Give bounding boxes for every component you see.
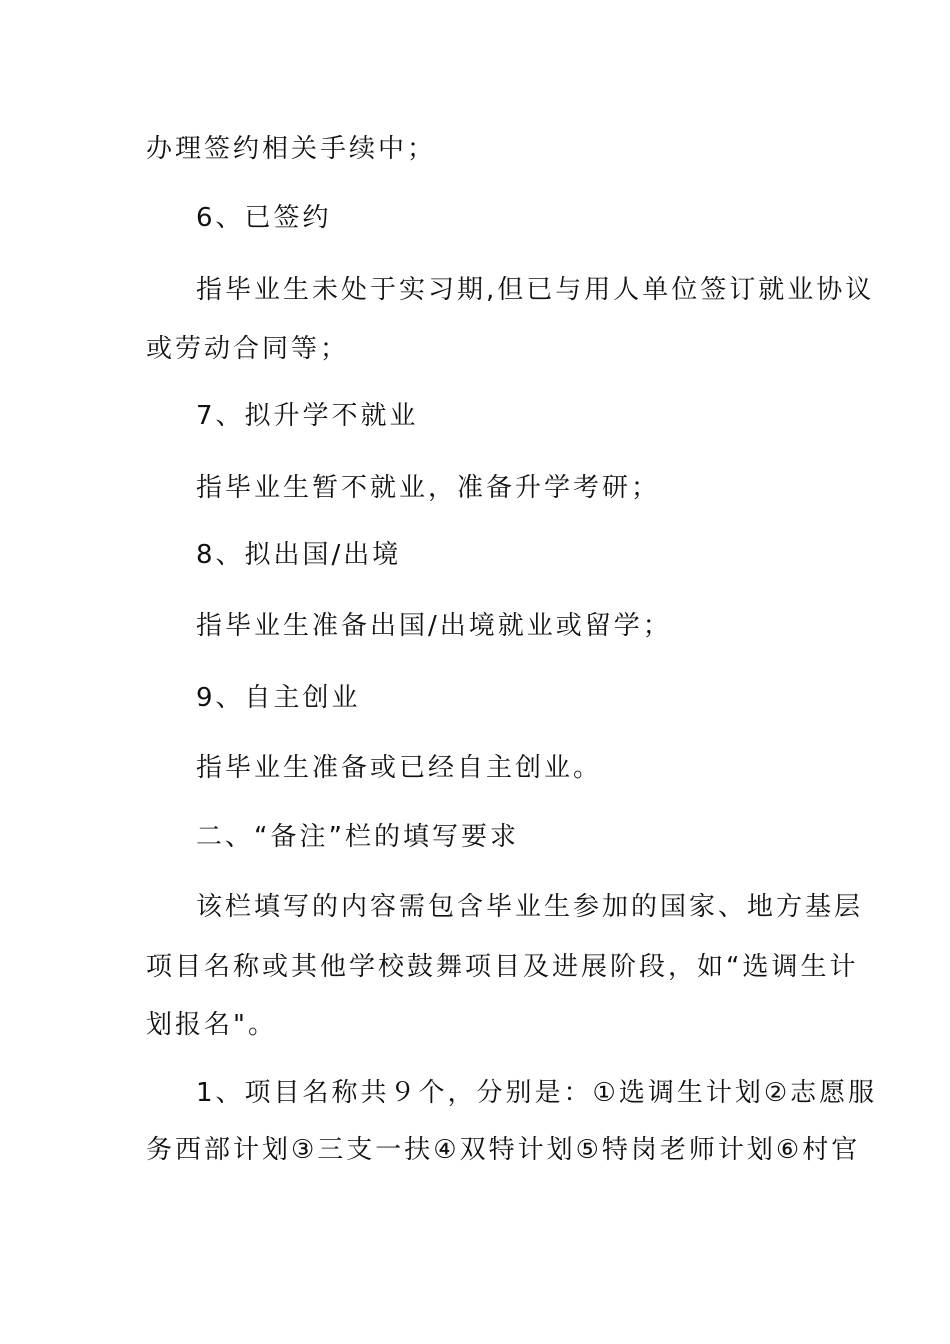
section-title: 二、“备注”栏的填写要求 bbox=[196, 822, 519, 852]
paragraph-line: 1、项目名称共９个，分别是：①选调生计划②志愿服 bbox=[196, 1078, 878, 1108]
text-line: 办理签约相关手续中； bbox=[146, 134, 437, 164]
paragraph-line: 或劳动合同等； bbox=[146, 334, 350, 364]
section-heading: 8、拟出国/出境 bbox=[196, 540, 402, 570]
paragraph-line: 划报名"。 bbox=[146, 1010, 277, 1040]
paragraph-line: 指毕业生准备出国/出境就业或留学； bbox=[196, 611, 672, 641]
paragraph-line: 务西部计划③三支一扶④双特计划⑤特岗老师计划⑥村官 bbox=[146, 1135, 861, 1165]
paragraph-line: 项目名称或其他学校鼓舞项目及进展阶段，如“选调生计 bbox=[146, 952, 859, 982]
paragraph-line: 该栏填写的内容需包含毕业生参加的国家、地方基层 bbox=[196, 892, 864, 922]
section-heading: 9、自主创业 bbox=[196, 683, 361, 713]
paragraph-line: 指毕业生未处于实习期,但已与用人单位签订就业协议 bbox=[196, 275, 875, 305]
paragraph-line: 指毕业生准备或已经自主创业。 bbox=[196, 753, 603, 783]
section-heading: 7、拟升学不就业 bbox=[196, 401, 419, 431]
paragraph-line: 指毕业生暂不就业，准备升学考研； bbox=[196, 473, 661, 503]
section-heading: 6、已签约 bbox=[196, 203, 332, 233]
